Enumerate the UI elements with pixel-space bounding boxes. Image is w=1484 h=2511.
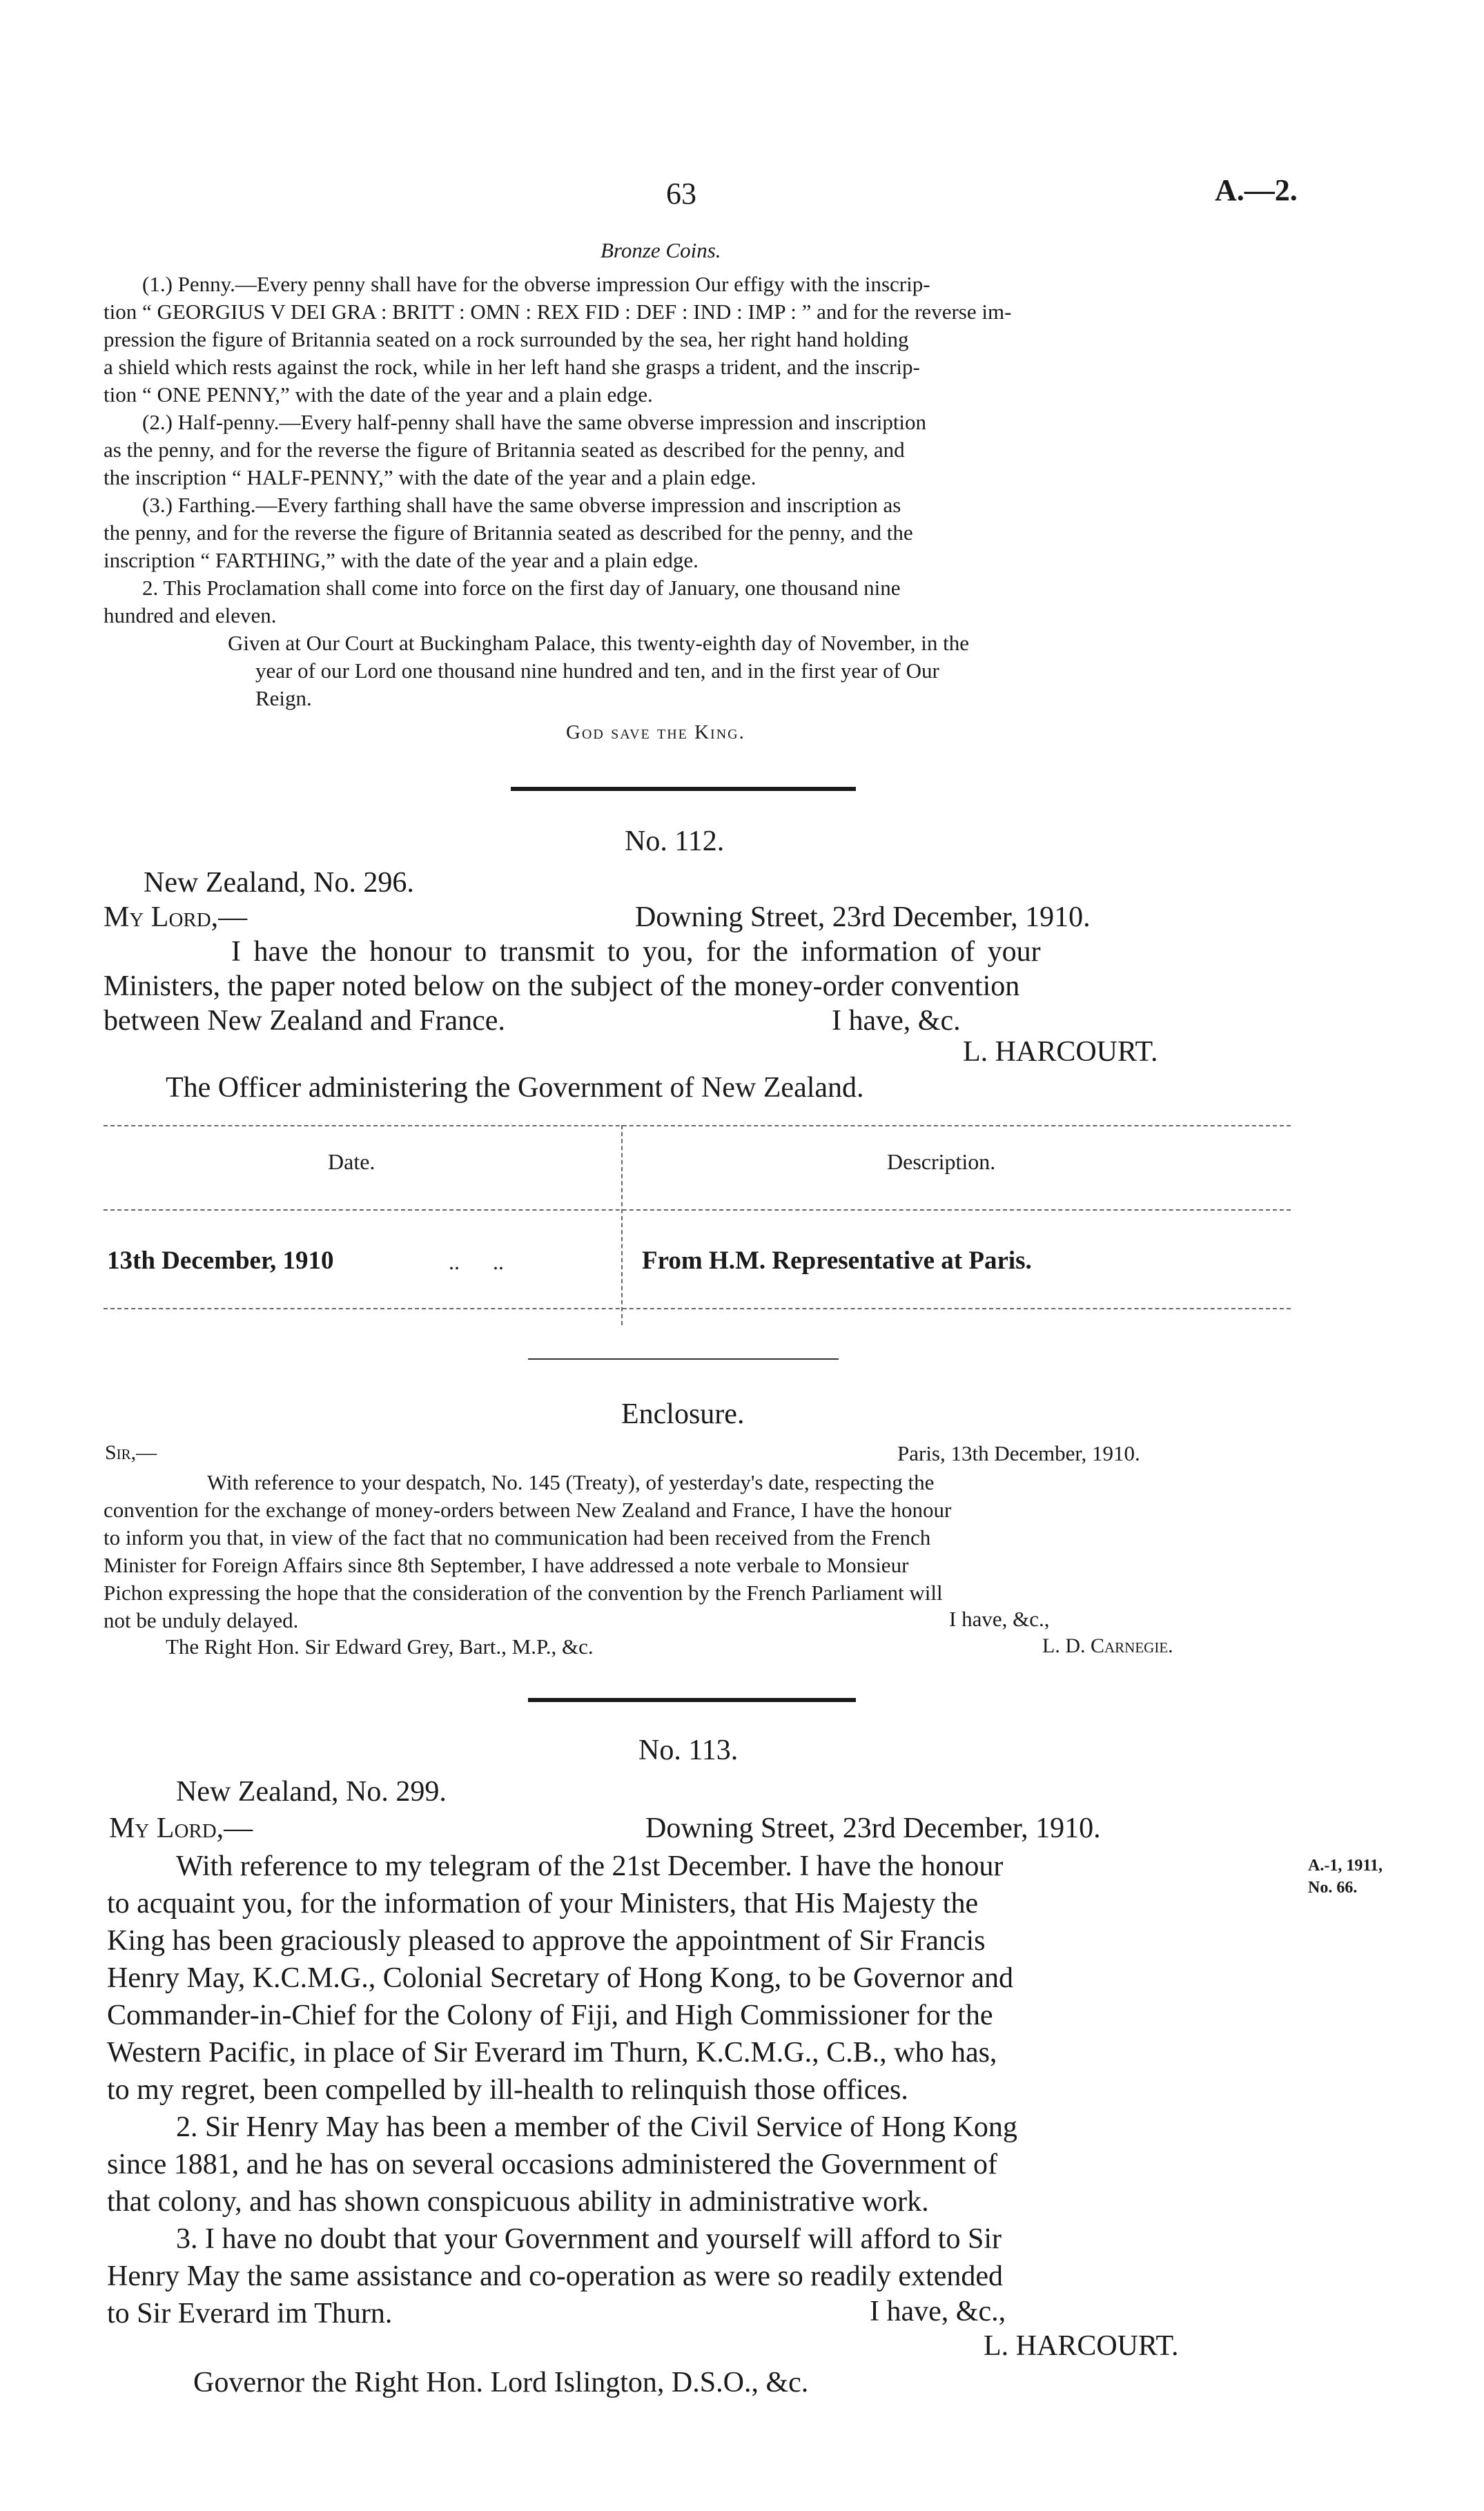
document-number-113: No. 113.	[638, 1735, 739, 1766]
text-line: (3.) Farthing.—Every farthing shall have the same obverse impression and inscription as	[142, 493, 901, 517]
text-line: hundred and eleven.	[104, 603, 277, 627]
doc113-text	[107, 1848, 1301, 2332]
section-divider	[511, 787, 856, 791]
text-line: tion “ GEORGIUS V DEI GRA : BRITT : OMN : REX FID : DEF : IND : IMP : ” and for the reverse im-	[104, 300, 1012, 324]
section-heading-bronze-coins: Bronze Coins.	[601, 238, 721, 262]
table-column-separator	[621, 1125, 623, 1325]
text-line: that colony, and has shown conspicuous ability in administrative work.	[107, 2186, 929, 2218]
text-line: inscription “ FARTHING,” with the date of the year and a plain edge.	[104, 548, 699, 572]
text-line: as the penny, and for the reverse the figure of Britannia seated as described for the penny, and	[104, 438, 905, 462]
text-line: since 1881, and he has on several occasions administered the Government of	[107, 2149, 997, 2180]
text-line: Henry May the same assistance and co-operation as were so readily extended	[107, 2260, 1004, 2292]
text-line: King has been graciously pleased to approve the appointment of Sir Francis	[107, 1925, 986, 1957]
signature: L. HARCOURT.	[984, 2330, 1179, 2362]
text-line: to acquaint you, for the information of your Ministers, that His Majesty the	[107, 1888, 979, 1919]
despatch-address: Downing Street, 23rd December, 1910.	[645, 1813, 1101, 1844]
closing-god-save-the-king: God save the King.	[566, 721, 745, 743]
text-line: I have the honour to transmit to you, for the information of your	[231, 936, 1041, 968]
despatch-place: New Zealand, No. 296.	[144, 867, 414, 899]
text-line: Given at Our Court at Buckingham Palace, this twenty-eighth day of November, in the	[228, 631, 970, 655]
document-number-112: No. 112.	[625, 825, 725, 857]
text-line: With reference to your despatch, No. 145 (Treaty), of yesterday's date, respecting the	[207, 1470, 935, 1494]
margin-note: No. 66.	[1308, 1879, 1358, 1897]
recipient: Governor the Right Hon. Lord Islington, D.S.O., &c.	[193, 2367, 809, 2398]
enclosure-signature: L. D. Carnegie.	[1042, 1634, 1173, 1657]
text-line: pression the figure of Britannia seated on a rock surrounded by the sea, her right hand holding	[104, 327, 909, 351]
signature: L. HARCOURT.	[963, 1036, 1158, 1068]
enclosure-closing: I have, &c.,	[949, 1607, 1050, 1631]
margin-note: A.-1, 1911,	[1308, 1857, 1383, 1875]
section-divider	[528, 1698, 856, 1702]
text-line: Reign.	[255, 686, 312, 710]
enclosure-place-date: Paris, 13th December, 1910.	[897, 1441, 1140, 1465]
text-line: 3. I have no doubt that your Government and yourself will afford to Sir	[176, 2223, 1002, 2255]
text-line: between New Zealand and France.	[104, 1005, 505, 1037]
closing-phrase: I have, &c.,	[870, 2296, 1006, 2327]
text-line: the inscription “ HALF-PENNY,” with the date of the year and a plain edge.	[104, 465, 756, 489]
text-line: (2.) Half-penny.—Every half-penny shall have the same obverse impression and inscription	[142, 410, 927, 434]
table-rule-bottom	[104, 1308, 1291, 1309]
document-reference: A.—2.	[1215, 173, 1298, 207]
table-cell-date: 13th December, 1910	[107, 1247, 334, 1275]
despatch-place: New Zealand, No. 299.	[176, 1776, 447, 1808]
enclosure-title: Enclosure.	[621, 1398, 745, 1430]
text-line: convention for the exchange of money-orders between New Zealand and France, I have the honour	[104, 1498, 952, 1522]
table-rule-header	[104, 1209, 1291, 1211]
despatch-address: Downing Street, 23rd December, 1910.	[635, 901, 1091, 933]
table-header-description: Description.	[887, 1149, 996, 1174]
text-line: Minister for Foreign Affairs since 8th September, I have addressed a note verbale to Monsieur	[104, 1553, 909, 1577]
salutation: My Lord,—	[104, 901, 248, 933]
enclosure-recipient: The Right Hon. Sir Edward Grey, Bart., M.P., &c.	[166, 1634, 594, 1659]
text-line: Western Pacific, in place of Sir Everard im Thurn, K.C.M.G., C.B., who has,	[107, 2037, 997, 2069]
text-line: to inform you that, in view of the fact that no communication had been received from the French	[104, 1525, 931, 1550]
text-line: a shield which rests against the rock, while in her left hand she grasps a trident, and the inscrip-	[104, 355, 920, 379]
enclosure-salutation: Sir,—	[105, 1441, 157, 1464]
text-line: Ministers, the paper noted below on the subject of the money-order convention	[104, 970, 1020, 1002]
table-leader-dots: .. ..	[449, 1249, 504, 1274]
recipient: The Officer administering the Government of New Zealand.	[166, 1072, 864, 1104]
salutation: My Lord,—	[109, 1813, 253, 1844]
closing-phrase: I have, &c.	[832, 1005, 961, 1037]
text-line: Henry May, K.C.M.G., Colonial Secretary of Hong Kong, to be Governor and	[107, 1962, 1014, 1994]
text-line: Pichon expressing the hope that the consideration of the convention by the French Parliament will	[104, 1581, 943, 1605]
text-line: (1.) Penny.—Every penny shall have for the obverse impression Our effigy with the inscrip-	[142, 272, 930, 296]
bronze-coins-text	[104, 271, 1277, 712]
text-line: Commander-in-Chief for the Colony of Fiji, and High Commissioner for the	[107, 2000, 993, 2031]
text-line: not be unduly delayed.	[104, 1608, 299, 1632]
text-line: 2. This Proclamation shall come into force on the first day of January, one thousand nine	[142, 576, 901, 600]
page-number: 63	[666, 177, 696, 211]
table-header-date: Date.	[328, 1149, 375, 1174]
text-line: tion “ ONE PENNY,” with the date of the year and a plain edge.	[104, 382, 653, 407]
text-line: With reference to my telegram of the 21st December. I have the honour	[176, 1850, 1004, 1882]
table-cell-description: From H.M. Representative at Paris.	[642, 1247, 1032, 1275]
enclosure-text	[104, 1469, 1294, 1634]
text-line: year of our Lord one thousand nine hundred and ten, and in the first year of Our	[255, 658, 939, 683]
section-divider-thin	[528, 1358, 839, 1360]
table-rule-top	[104, 1125, 1291, 1126]
text-line: to Sir Everard im Thurn.	[107, 2298, 393, 2329]
text-line: to my regret, been compelled by ill-health to relinquish those offices.	[107, 2074, 908, 2106]
text-line: 2. Sir Henry May has been a member of the Civil Service of Hong Kong	[176, 2111, 1017, 2143]
text-line: the penny, and for the reverse the figure of Britannia seated as described for the penny, and the	[104, 520, 913, 545]
